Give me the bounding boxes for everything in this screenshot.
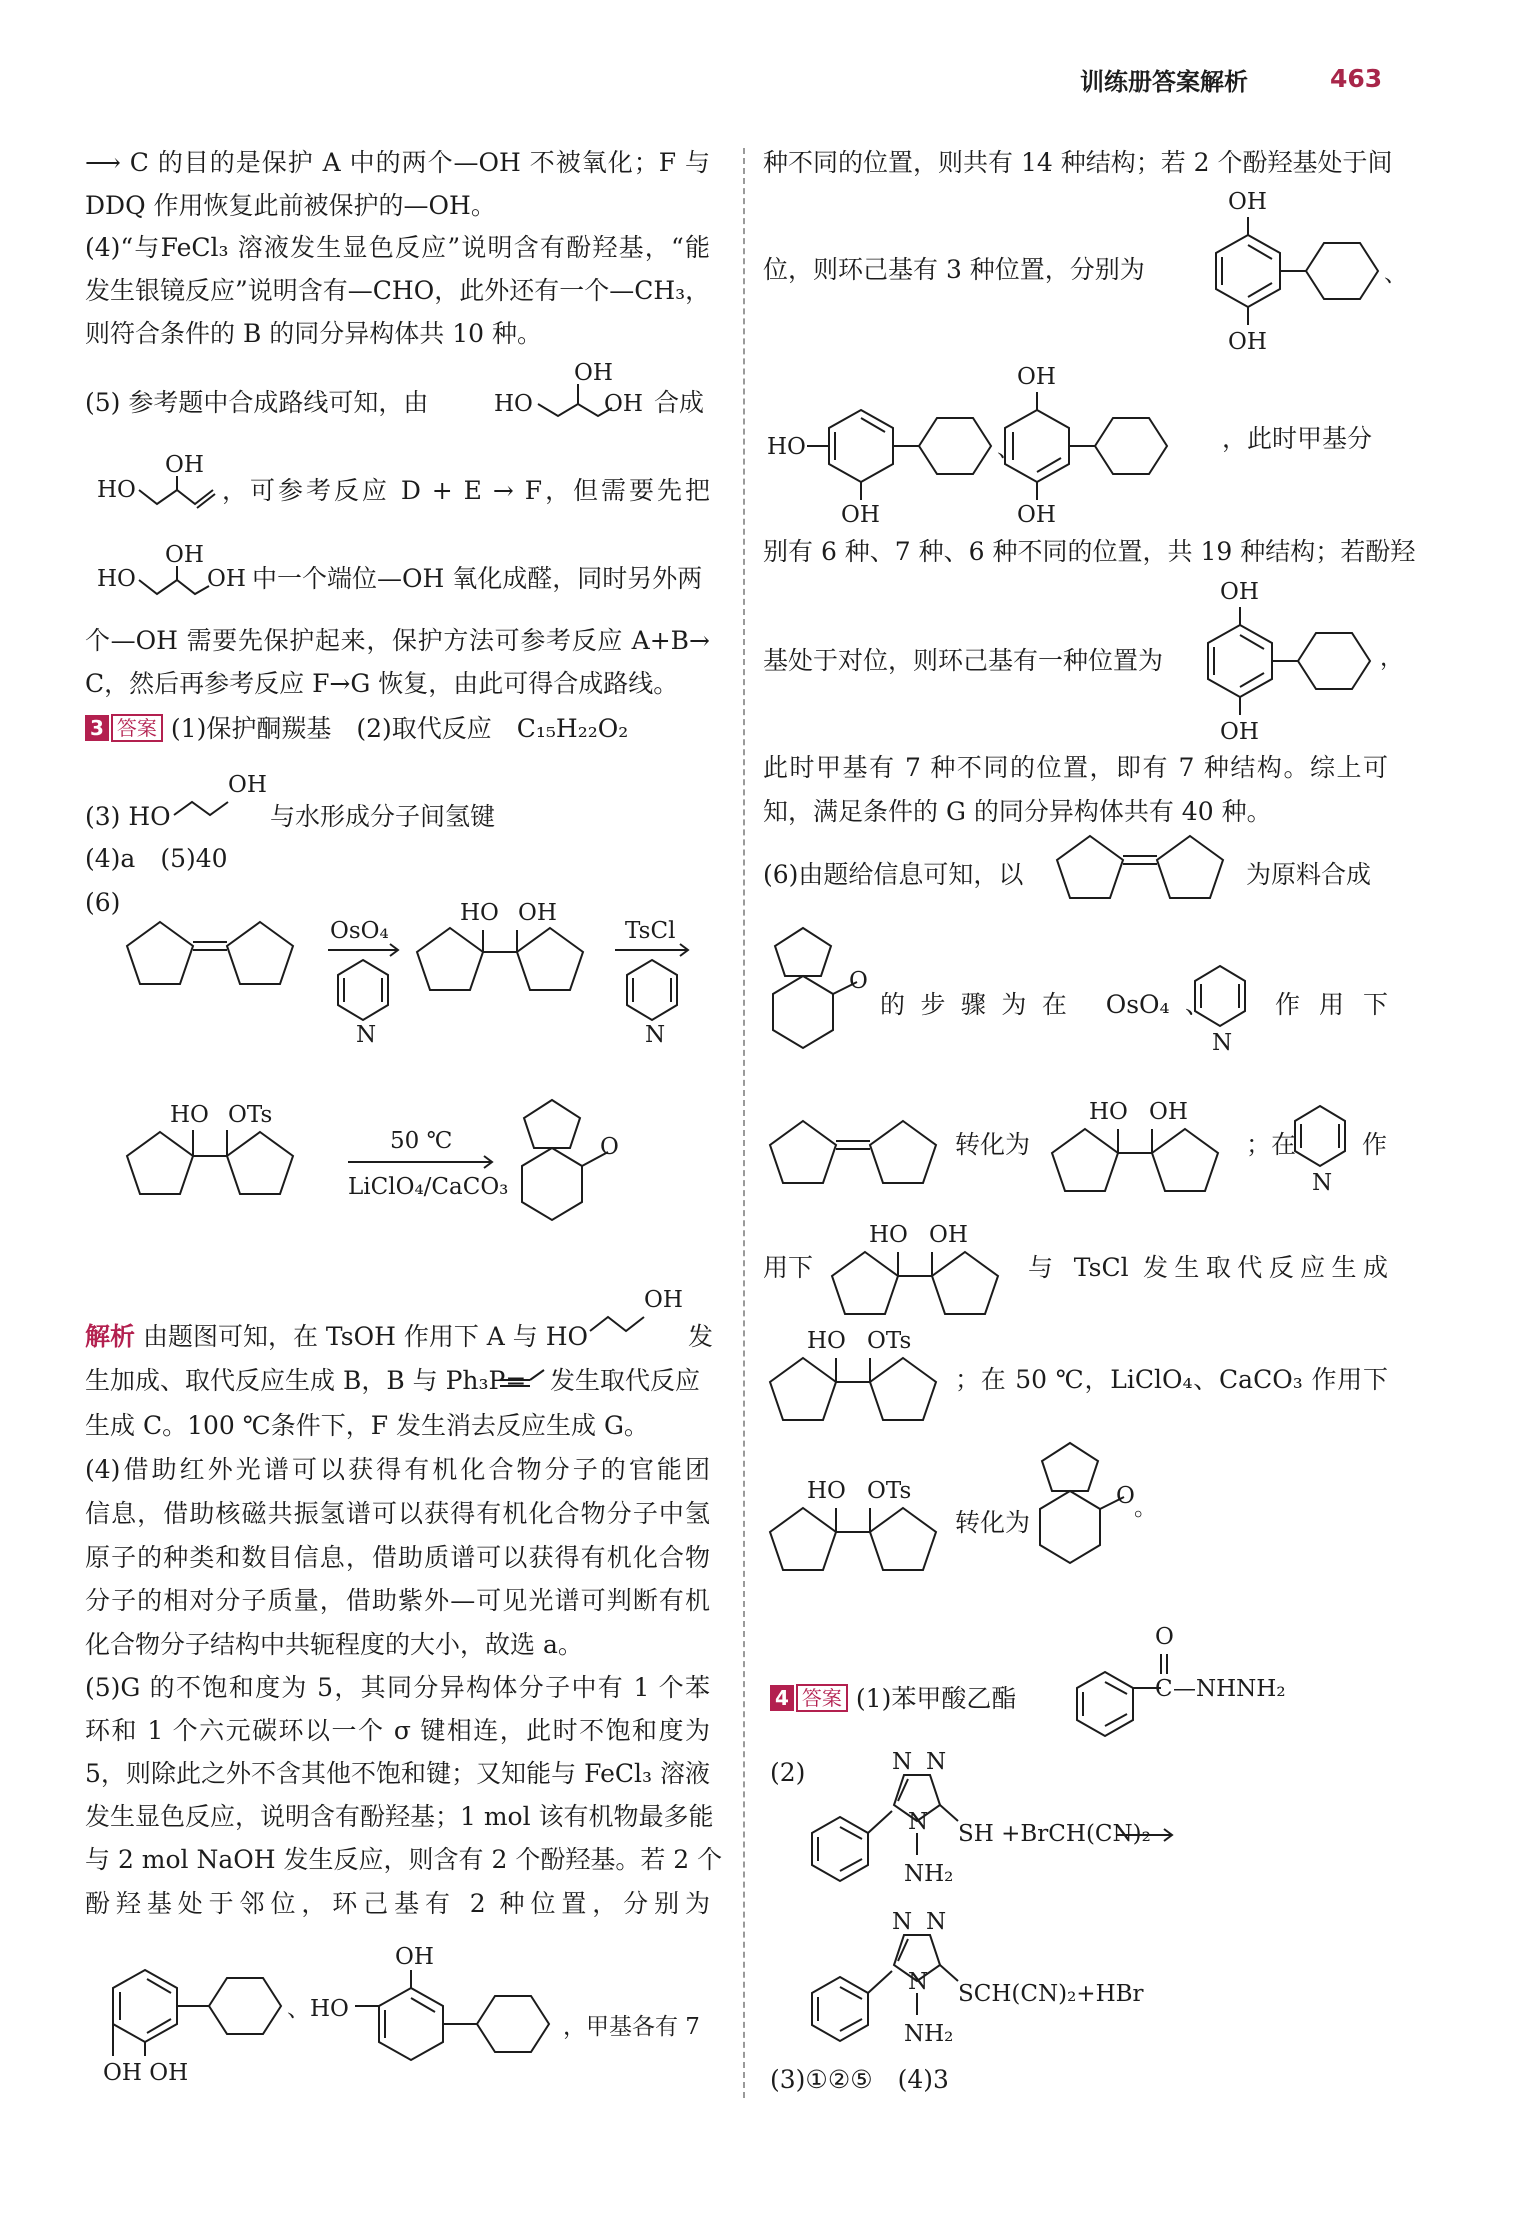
svg-text:HO: HO xyxy=(170,1102,209,1128)
svg-text:HO: HO xyxy=(1089,1099,1128,1125)
answer-3-line-1: 3 答案 (1)保护酮羰基 (2)取代反应 C₁₅H₂₂O₂ xyxy=(85,714,628,744)
svg-text:OH: OH xyxy=(1149,1099,1188,1125)
answer-3-item-3b: 与水形成分子间氢键 xyxy=(270,802,496,831)
analysis-line-1a: 解析 由题图可知，在 TsOH 作用下 A 与 HO xyxy=(85,1322,589,1351)
svg-text:OH: OH xyxy=(165,452,204,478)
pyridine-1 xyxy=(1190,960,1260,1070)
svg-text:N: N xyxy=(926,1909,947,1935)
svg-text:OH: OH xyxy=(1228,189,1267,215)
right-line-10b: ；在 xyxy=(1246,1130,1297,1159)
glycerol-structure-2 xyxy=(95,540,246,610)
svg-text:SCH(CN)₂+HBr: SCH(CN)₂+HBr xyxy=(958,1981,1144,2007)
svg-text:NH₂: NH₂ xyxy=(904,1861,954,1887)
svg-text:HO: HO xyxy=(97,566,136,592)
benzohydrazide-structure xyxy=(1075,1620,1315,1740)
svg-text:、HO: 、HO xyxy=(287,1996,349,2022)
svg-text:HO: HO xyxy=(494,391,533,417)
analysis-line-11: 5，则除此之外不含其他不饱和键；又知能与 FeCl₃ 溶液 xyxy=(85,1759,710,1788)
svg-text:。: 。 xyxy=(1134,1495,1157,1521)
right-line-6: 此时甲基有 7 种不同的位置，即有 7 种结构。综上可 xyxy=(763,753,1388,782)
svg-text:OH: OH xyxy=(207,566,246,592)
analysis-line-2b: 发生取代反应 xyxy=(550,1366,701,1395)
column-divider xyxy=(743,148,745,2098)
svg-text:OTs: OTs xyxy=(867,1328,912,1354)
svg-text:50 ℃: 50 ℃ xyxy=(390,1128,453,1154)
svg-text:OTs: OTs xyxy=(867,1478,912,1504)
spiro-ketone-2 xyxy=(1030,1435,1170,1605)
svg-text:O: O xyxy=(600,1134,619,1160)
allyl-diol-structure xyxy=(95,450,235,520)
spiro-ketone-1 xyxy=(763,920,873,1090)
right-line-10c: 作 xyxy=(1362,1130,1388,1159)
svg-text:HO: HO xyxy=(807,1478,846,1504)
answer-3-item-45: (4)a (5)40 xyxy=(85,844,228,873)
tosylate-intermediate xyxy=(763,1320,963,1435)
answer-4-line-1: 4 答案 (1)苯甲酸乙酯 xyxy=(770,1684,1016,1714)
svg-text:OH: OH xyxy=(644,1287,683,1313)
right-line-8b: 为原料合成 xyxy=(1246,860,1372,889)
svg-text:OH: OH xyxy=(1017,502,1056,528)
svg-text:OH: OH xyxy=(1220,719,1259,745)
svg-text:OTs: OTs xyxy=(228,1102,273,1128)
svg-text:TsCl: TsCl xyxy=(625,918,676,944)
svg-text:OH: OH xyxy=(165,542,204,568)
left-line-2: DDQ 作用恢复此前被保护的—OH。 xyxy=(85,191,496,220)
right-line-3c: ，此时甲基分 xyxy=(1222,424,1373,453)
svg-text:OH: OH xyxy=(929,1222,968,1248)
analysis-line-13: 与 2 mol NaOH 发生反应，则含有 2 个酚羟基。若 2 个 xyxy=(85,1845,723,1874)
glycerol-structure xyxy=(490,360,650,420)
running-header: 训练册答案解析 xyxy=(1080,68,1248,96)
answer-3-number: 3 xyxy=(85,715,109,741)
para-isomer xyxy=(1170,575,1410,745)
answer-4-number: 4 xyxy=(770,1685,794,1711)
analysis-line-12: 发生显色反应，说明含有酚羟基；1 mol 该有机物最多能 xyxy=(85,1802,714,1831)
svg-text:O: O xyxy=(1116,1483,1135,1509)
answer-3-tag: 答案 xyxy=(111,714,163,742)
left-line-4: 发生银镜反应”说明含有—CHO，此外还有一个—CH₃， xyxy=(85,276,711,305)
svg-text:，: ， xyxy=(1380,645,1403,671)
right-line-2: 位，则环己基有 3 种位置，分别为 xyxy=(763,255,1145,284)
svg-text:N: N xyxy=(645,1022,666,1048)
svg-text:HO: HO xyxy=(807,1328,846,1354)
analysis-line-8: 化合物分子结构中共轭程度的大小，故选 a。 xyxy=(85,1630,583,1659)
synthesis-scheme-row-1 xyxy=(120,880,720,1060)
svg-text:C: C xyxy=(1155,1676,1173,1702)
synthesis-scheme-row-2 xyxy=(120,1090,680,1270)
svg-text:N: N xyxy=(892,1749,913,1775)
left-line-9: 个—OH 需要先保护起来，保护方法可参考反应 A+B→ xyxy=(85,626,710,655)
analysis-line-4: (4)借助红外光谱可以获得有机化合物分子的官能团 xyxy=(85,1455,710,1484)
svg-text:—NHNH₂: —NHNH₂ xyxy=(1173,1676,1286,1702)
right-line-12: ；在 50 ℃，LiClO₄、CaCO₃ 作用下 xyxy=(955,1365,1388,1394)
ethylene-glycol-structure xyxy=(170,760,270,830)
svg-text:NH₂: NH₂ xyxy=(904,2021,954,2047)
analysis-line-3: 生成 C。100 ℃条件下，F 发生消去反应生成 G。 xyxy=(85,1411,649,1440)
right-line-9b: 作用下 xyxy=(1275,990,1388,1019)
svg-text:OH: OH xyxy=(1228,329,1267,355)
svg-text:OH: OH xyxy=(518,900,557,926)
diol-intermediate-2 xyxy=(825,1218,1025,1328)
answer-4-items-34: (3)①②⑤ (4)3 xyxy=(770,2065,949,2094)
right-line-5a: 基处于对位，则环己基有一种位置为 xyxy=(763,646,1164,675)
left-line-1: ⟶ C 的目的是保护 A 中的两个—OH 不被氧化；F 与 xyxy=(85,148,710,177)
analysis-line-1b: 发 xyxy=(688,1322,714,1351)
tosylate-intermediate-2 xyxy=(763,1470,963,1585)
svg-text:N: N xyxy=(1312,1170,1333,1196)
svg-text:OH: OH xyxy=(841,502,880,528)
svg-text:N: N xyxy=(892,1909,913,1935)
analysis-line-5: 信息，借助核磁共振氢谱可以获得有机化合物分子中氢 xyxy=(85,1499,710,1528)
svg-text:OH: OH xyxy=(604,391,643,417)
analysis-tag: 解析 xyxy=(85,1322,136,1351)
answer-4-item-2: (2) xyxy=(770,1758,806,1787)
svg-text:LiClO₄/CaCO₃: LiClO₄/CaCO₃ xyxy=(348,1174,509,1200)
svg-text:OH: OH xyxy=(228,772,267,798)
analysis-line-10: 环和 1 个六元碳环以一个 σ 键相连，此时不饱和度为 xyxy=(85,1716,710,1745)
svg-text:O: O xyxy=(1155,1624,1174,1650)
svg-text:OH: OH xyxy=(574,360,613,386)
analysis-line-2a: 生加成、取代反应生成 B，B 与 Ph₃P= xyxy=(85,1366,527,1395)
svg-text:HO: HO xyxy=(97,477,136,503)
analysis-line-7: 分子的相对分子质量，借助紫外—可见光谱可判断有机 xyxy=(85,1586,710,1615)
svg-text:，甲基各有 7: ，甲基各有 7 xyxy=(563,2014,700,2040)
svg-text:HO: HO xyxy=(460,900,499,926)
analysis-line-6: 原子的种类和数目信息，借助质谱可以获得有机化合物 xyxy=(85,1543,710,1572)
svg-text:N: N xyxy=(908,1969,929,1995)
answer-3-item-3a: (3) HO xyxy=(85,802,171,831)
svg-text:OH: OH xyxy=(1017,364,1056,390)
svg-text:OH: OH xyxy=(395,1944,434,1970)
left-line-8: 中一个端位—OH 氧化成醛，同时另外两 xyxy=(252,564,703,593)
right-line-9: 的步骤为在 OsO₄、 xyxy=(880,990,1210,1019)
ethylene-glycol-structure-2 xyxy=(586,1275,696,1345)
reaction-2-products xyxy=(800,1905,1180,2065)
analysis-line-9: (5)G 的不饱和度为 5，其同分异构体分子中有 1 个苯 xyxy=(85,1673,710,1702)
svg-text:OH: OH xyxy=(1220,579,1259,605)
svg-text:、: 、 xyxy=(1384,261,1407,287)
ylide-fragment xyxy=(500,1366,550,1396)
right-line-7: 知，满足条件的 G 的同分异构体共有 40 种。 xyxy=(763,797,1272,826)
analysis-line-14: 酚羟基处于邻位，环己基有 2 种位置，分别为 xyxy=(85,1889,710,1918)
svg-text:N: N xyxy=(926,1749,947,1775)
answer-4-tag: 答案 xyxy=(796,1684,848,1712)
right-line-13a: 转化为 xyxy=(955,1508,1031,1537)
right-line-11b: 与 TsCl 发生取代反应生成 xyxy=(1028,1253,1388,1282)
left-line-7: ，可参考反应 D + E → F，但需要先把 xyxy=(222,476,710,505)
svg-text:N: N xyxy=(1212,1030,1233,1056)
right-line-11a: 用下 xyxy=(763,1253,814,1282)
svg-text:OsO₄: OsO₄ xyxy=(330,918,389,944)
svg-text:O: O xyxy=(849,968,868,994)
left-line-6a: (5) 参考题中合成路线可知，由 xyxy=(85,388,429,417)
right-line-8a: (6)由题给信息可知，以 xyxy=(763,860,1024,889)
svg-text:N: N xyxy=(356,1022,377,1048)
bicyclopentylidene-1 xyxy=(1050,830,1250,910)
meta-isomer-1 xyxy=(1178,185,1408,355)
reaction-2-reactants xyxy=(800,1745,1260,1905)
svg-text:SH +BrCH(CN)₂: SH +BrCH(CN)₂ xyxy=(958,1821,1151,1847)
left-line-5: 则符合条件的 B 的同分异构体共 10 种。 xyxy=(85,319,542,348)
svg-text:、: 、 xyxy=(997,436,1020,462)
svg-text:N: N xyxy=(908,1809,929,1835)
pyridine-2 xyxy=(1290,1100,1360,1210)
answer-3-item-6: (6) xyxy=(85,888,121,917)
svg-text:OH OH: OH OH xyxy=(103,2060,189,2086)
right-line-1: 种不同的位置，则共有 14 种结构；若 2 个酚羟基处于间 xyxy=(763,148,1393,177)
page-number: 463 xyxy=(1330,64,1383,93)
right-line-4: 别有 6 种、7 种、6 种不同的位置，共 19 种结构；若酚羟 xyxy=(763,537,1416,566)
left-line-3: (4)“与FeCl₃ 溶液发生显色反应”说明含有酚羟基，“能 xyxy=(85,233,710,262)
diol-intermediate-1 xyxy=(1045,1095,1245,1205)
meta-isomers-2-3 xyxy=(763,360,1223,530)
svg-text:HO: HO xyxy=(869,1222,908,1248)
bicyclopentylidene-2 xyxy=(763,1105,963,1195)
ortho-isomer-structures xyxy=(85,1930,725,2090)
right-line-10a: 转化为 xyxy=(955,1130,1031,1159)
svg-text:HO: HO xyxy=(767,434,806,460)
left-line-10: C，然后再参考反应 F→G 恢复，由此可得合成路线。 xyxy=(85,669,679,698)
left-line-6b: 合成 xyxy=(654,388,705,417)
